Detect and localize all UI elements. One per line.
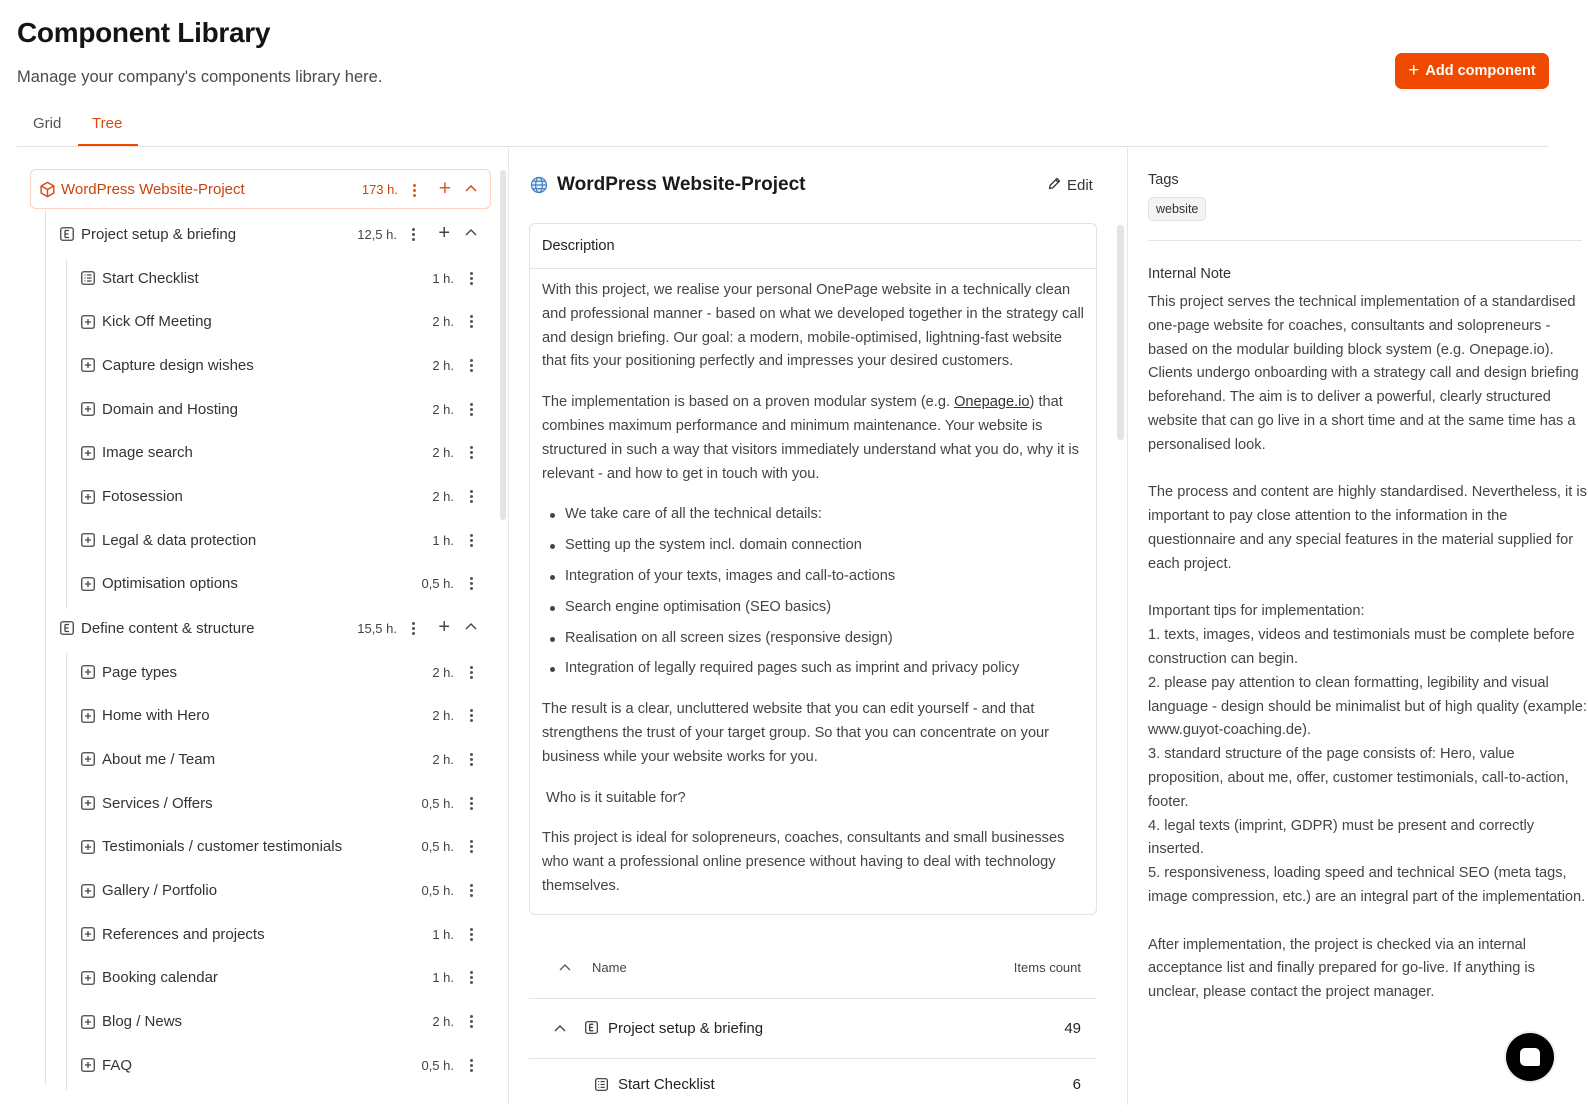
tree-item[interactable] <box>81 350 481 380</box>
view-tabs <box>17 105 1549 147</box>
description-bullet: Integration of your texts, images and call-to-actions <box>542 565 1084 589</box>
description-text: The implementation is based on a proven modular system (e.g. <box>542 394 955 411</box>
tree-item[interactable] <box>81 569 481 599</box>
divider <box>1148 240 1582 241</box>
tree-item-label: Booking calendar <box>102 969 218 987</box>
description-bullet: We take care of all the technical details: <box>542 503 1084 527</box>
more-options-icon[interactable] <box>465 269 477 287</box>
chat-bubble-icon <box>1520 1048 1540 1066</box>
more-options-icon[interactable] <box>465 882 477 900</box>
items-table-header <box>529 938 1097 999</box>
more-options-icon[interactable] <box>465 356 477 374</box>
tree-item-hours: 2 h. <box>432 445 454 461</box>
plus-square-icon <box>81 402 95 416</box>
tree-item-hours: 2 h. <box>432 357 454 373</box>
tree-item[interactable] <box>81 788 481 818</box>
chevron-up-icon[interactable] <box>463 225 479 241</box>
description-card <box>529 223 1097 915</box>
tree-item-hours: 1 h. <box>432 926 454 942</box>
tab-tree[interactable]: Tree <box>92 115 123 132</box>
tree-item-label: About me / Team <box>102 750 216 768</box>
plus-square-icon <box>81 490 95 504</box>
table-row-count: 49 <box>1064 1020 1081 1037</box>
tree-guide-line <box>66 653 67 1090</box>
tree-item-label: Gallery / Portfolio <box>102 882 218 899</box>
more-options-icon[interactable] <box>465 969 477 987</box>
internal-note-body: This project serves the technical implementation of a standardised one-page website for coaches, consultants and solopreneurs - based on the modular building block system (e.g. Onepage.io). Clients undergo onboarding with a strategy call and design briefing beforehand. The aim is to deliver a powerful, clearly structured website that can go live in a short time and at the same time has a personalised look. The process and content are highly standardised. Nevertheless, it is important to pay close attention to the information in the questionnaire and any special features in the material supplied for each project. Important tips for implementation: 1. texts, images, videos and testimonials must be complete before construction can begin. 2. please pay attention to clean formatting, legibility and visual language - design should be minimalist but of high quality (example: www.guyot-coaching.de). 3. standard structure of the page consists of: Hero, value proposition, about me, offer, customer testimonials, call-to-action, footer. 4. legal texts (imprint, GDPR) must be present and correctly inserted. 5. responsiveness, loading speed and technical SEO (meta tags, image compression, etc.) are an integral part of the implementation. After implementation, the project is checked via an internal acceptance list and finally prepared for go-live. If anything is unclear, please contact the project manager. <box>1148 294 1587 1001</box>
tree-item-label: References and projects <box>102 925 265 943</box>
add-child-icon[interactable]: + <box>438 616 450 638</box>
tree-guide-line <box>45 210 46 1085</box>
tree-item-label: Testimonials / customer testimonials <box>102 838 343 856</box>
description-body <box>530 269 1096 899</box>
tree-item[interactable] <box>81 744 481 774</box>
plus-square-icon <box>81 1058 95 1072</box>
tree-item[interactable] <box>81 1007 481 1037</box>
tree-item-hours: 0,5 h. <box>421 795 454 811</box>
tree-item-hours: 0,5 h. <box>421 839 454 855</box>
more-options-icon[interactable] <box>465 750 477 768</box>
tree-item-hours: 1 h. <box>432 970 454 986</box>
tree-guide-line <box>66 259 67 609</box>
tree-group-item[interactable] <box>60 219 490 249</box>
plus-square-icon <box>81 884 95 898</box>
active-tab-indicator <box>78 144 138 146</box>
add-child-icon[interactable]: + <box>438 222 450 244</box>
tree-item-label: FAQ <box>102 1056 133 1074</box>
tree-item-hours: 0,5 h. <box>421 1057 454 1073</box>
description-title: Description <box>530 224 1096 269</box>
chat-button[interactable] <box>1506 1033 1554 1081</box>
chevron-up-icon[interactable] <box>552 1021 568 1037</box>
more-options-icon[interactable] <box>465 794 477 812</box>
chevron-up-icon[interactable] <box>557 960 573 976</box>
tree-item-hours: 2 h. <box>432 708 454 724</box>
plus-square-icon <box>81 840 95 854</box>
more-options-icon[interactable] <box>465 1013 477 1031</box>
more-options-icon[interactable] <box>465 400 477 418</box>
globe-icon <box>530 176 548 194</box>
column-items-count[interactable]: Items count <box>1013 960 1081 975</box>
description-paragraph <box>542 391 1084 486</box>
plus-square-icon <box>81 971 95 985</box>
chevron-up-icon[interactable] <box>463 619 479 635</box>
page-title: Component Library <box>17 17 271 48</box>
more-options-icon[interactable] <box>465 575 477 593</box>
more-options-icon[interactable] <box>465 1056 477 1074</box>
more-options-icon[interactable] <box>465 663 477 681</box>
description-bullet: Setting up the system incl. domain connection <box>542 534 1084 558</box>
tree-item-label: Legal & data protection <box>102 531 257 549</box>
plus-square-icon <box>81 446 95 460</box>
tab-grid[interactable]: Grid <box>33 115 62 132</box>
tree-item-hours: 0,5 h. <box>421 576 454 592</box>
add-child-icon[interactable]: + <box>438 177 451 200</box>
more-options-icon[interactable] <box>465 444 477 462</box>
table-row-name: Start Checklist <box>618 1076 715 1093</box>
tree-item[interactable] <box>81 438 481 468</box>
more-options-icon[interactable] <box>465 838 477 856</box>
tree-item-label: Start Checklist <box>102 269 199 287</box>
more-options-icon[interactable] <box>465 707 477 725</box>
tree-scrollbar[interactable] <box>500 170 506 520</box>
checklist-icon <box>595 1078 608 1096</box>
plus-square-icon <box>81 315 95 329</box>
tags-title: Tags <box>1148 172 1179 188</box>
onepage-link[interactable]: Onepage.io <box>954 394 1030 411</box>
plus-square-icon <box>81 709 95 723</box>
more-options-icon[interactable] <box>465 488 477 506</box>
edit-label: Edit <box>1067 177 1093 194</box>
description-bullet: Integration of legally required pages such as imprint and privacy policy <box>542 657 1084 681</box>
tree-item[interactable] <box>81 963 481 993</box>
package-icon <box>39 181 56 198</box>
tree-group-label: Define content & structure <box>81 619 255 637</box>
checklist-icon <box>81 271 95 285</box>
description-bullet: Realisation on all screen sizes (responsive design) <box>542 627 1084 651</box>
plus-square-icon <box>81 752 95 766</box>
more-options-icon[interactable] <box>407 225 419 243</box>
detail-title: WordPress Website-Project <box>557 174 806 195</box>
tree-item[interactable] <box>81 1050 481 1080</box>
tree-item-label: Image search <box>102 444 193 462</box>
tree-item-hours: 2 h. <box>432 1014 454 1030</box>
internal-note-title: Internal Note <box>1148 266 1232 282</box>
tree-item-hours: 2 h. <box>432 401 454 417</box>
plus-icon: + <box>1408 59 1420 81</box>
tree-item-hours: 1 h. <box>432 532 454 548</box>
tree-item-label: Page types <box>102 663 178 681</box>
table-row-count: 6 <box>1072 1076 1081 1093</box>
pencil-icon <box>1047 176 1062 195</box>
plus-square-icon <box>81 927 95 941</box>
tree-item[interactable] <box>81 832 481 862</box>
plus-square-icon <box>81 358 95 372</box>
tree-item[interactable] <box>81 525 481 555</box>
page-subtitle: Manage your company's components library here. <box>17 68 383 86</box>
more-options-icon[interactable] <box>465 925 477 943</box>
epic-icon <box>60 621 74 635</box>
description-bullet: Search engine optimisation (SEO basics) <box>542 596 1084 620</box>
tree-item-label: Domain and Hosting <box>102 400 238 418</box>
tree-item-hours: 2 h. <box>432 751 454 767</box>
table-row[interactable] <box>529 999 1097 1059</box>
tree-item-hours: 2 h. <box>432 489 454 504</box>
tree-item-label: Optimisation options <box>102 575 238 593</box>
tree-item-label: Fotosession <box>102 488 183 505</box>
add-component-button[interactable] <box>1395 53 1549 89</box>
column-name[interactable]: Name <box>592 960 627 975</box>
more-options-icon[interactable] <box>407 619 419 637</box>
tree-item[interactable] <box>81 657 481 687</box>
tree-item-label: Services / Offers <box>102 794 213 812</box>
tree-item[interactable] <box>81 701 481 731</box>
plus-square-icon <box>81 577 95 591</box>
description-paragraph: This project is ideal for solopreneurs, coaches, consultants and small businesses who want a professional online presence without having to deal with technology themselves. <box>542 830 1065 894</box>
more-options-icon[interactable] <box>408 181 420 199</box>
table-row[interactable] <box>529 1060 1097 1120</box>
edit-button[interactable] <box>1047 176 1093 195</box>
description-bullets <box>542 503 1084 681</box>
tree-item-hours: 2 h. <box>432 314 454 330</box>
table-row-name: Project setup & briefing <box>608 1020 764 1037</box>
tree-group-item[interactable] <box>60 613 490 643</box>
epic-icon <box>585 1021 598 1039</box>
more-options-icon[interactable] <box>465 313 477 331</box>
description-paragraph: Who is it suitable for? <box>542 789 686 806</box>
tree-group-label: Project setup & briefing <box>81 225 237 243</box>
detail-scrollbar[interactable] <box>1117 225 1124 440</box>
tree-item-label: Home with Hero <box>102 707 210 725</box>
description-paragraph: With this project, we realise your personal OnePage website in a technically clean and professional manner - based on what we developed together in the strategy call and design briefing. Our goal: a modern, mobile-optimised, lightning-fast website that fits your positioning perfectly and impresses your desired customers. <box>542 282 1084 370</box>
plus-square-icon <box>81 796 95 810</box>
add-component-label: Add component <box>1425 63 1536 79</box>
tree-item[interactable] <box>81 876 481 906</box>
tree-root-item[interactable] <box>30 169 491 209</box>
tree-item[interactable] <box>81 307 481 337</box>
tree-item-label: Capture design wishes <box>102 356 254 374</box>
description-paragraph: The result is a clear, uncluttered website that you can edit yourself - and that strengthens the trust of your target group. So that you can concentrate on your business while your website works for you. <box>542 701 1050 765</box>
tree-item[interactable] <box>81 263 481 293</box>
tree-item[interactable] <box>81 482 481 512</box>
tree-item-hours: 1 h. <box>432 270 454 286</box>
chevron-up-icon[interactable] <box>463 181 479 197</box>
tree-item-hours: 0,5 h. <box>421 883 454 898</box>
tree-group-hours: 12,5 h. <box>357 226 397 242</box>
tree-item-label: Blog / News <box>102 1013 183 1031</box>
tree-item[interactable] <box>81 919 481 949</box>
description-text: ) that combines maximum performance and minimum maintenance. Your website is structured in such a way that visitors immediately understand what you do, why it is relevant - and how to get in touch with you. <box>542 394 1079 482</box>
tree-root-hours: 173 h. <box>361 182 398 197</box>
tree-group-hours: 15,5 h. <box>357 620 397 636</box>
plus-square-icon <box>81 1015 95 1029</box>
epic-icon <box>60 227 74 241</box>
tree-item[interactable] <box>81 394 481 424</box>
more-options-icon[interactable] <box>465 531 477 549</box>
plus-square-icon <box>81 533 95 547</box>
plus-square-icon <box>81 665 95 679</box>
tree-root-label: WordPress Website-Project <box>61 181 245 198</box>
tag-chip[interactable]: website <box>1148 197 1206 221</box>
tree-item-hours: 2 h. <box>432 664 454 680</box>
tree-item-label: Kick Off Meeting <box>102 313 212 331</box>
